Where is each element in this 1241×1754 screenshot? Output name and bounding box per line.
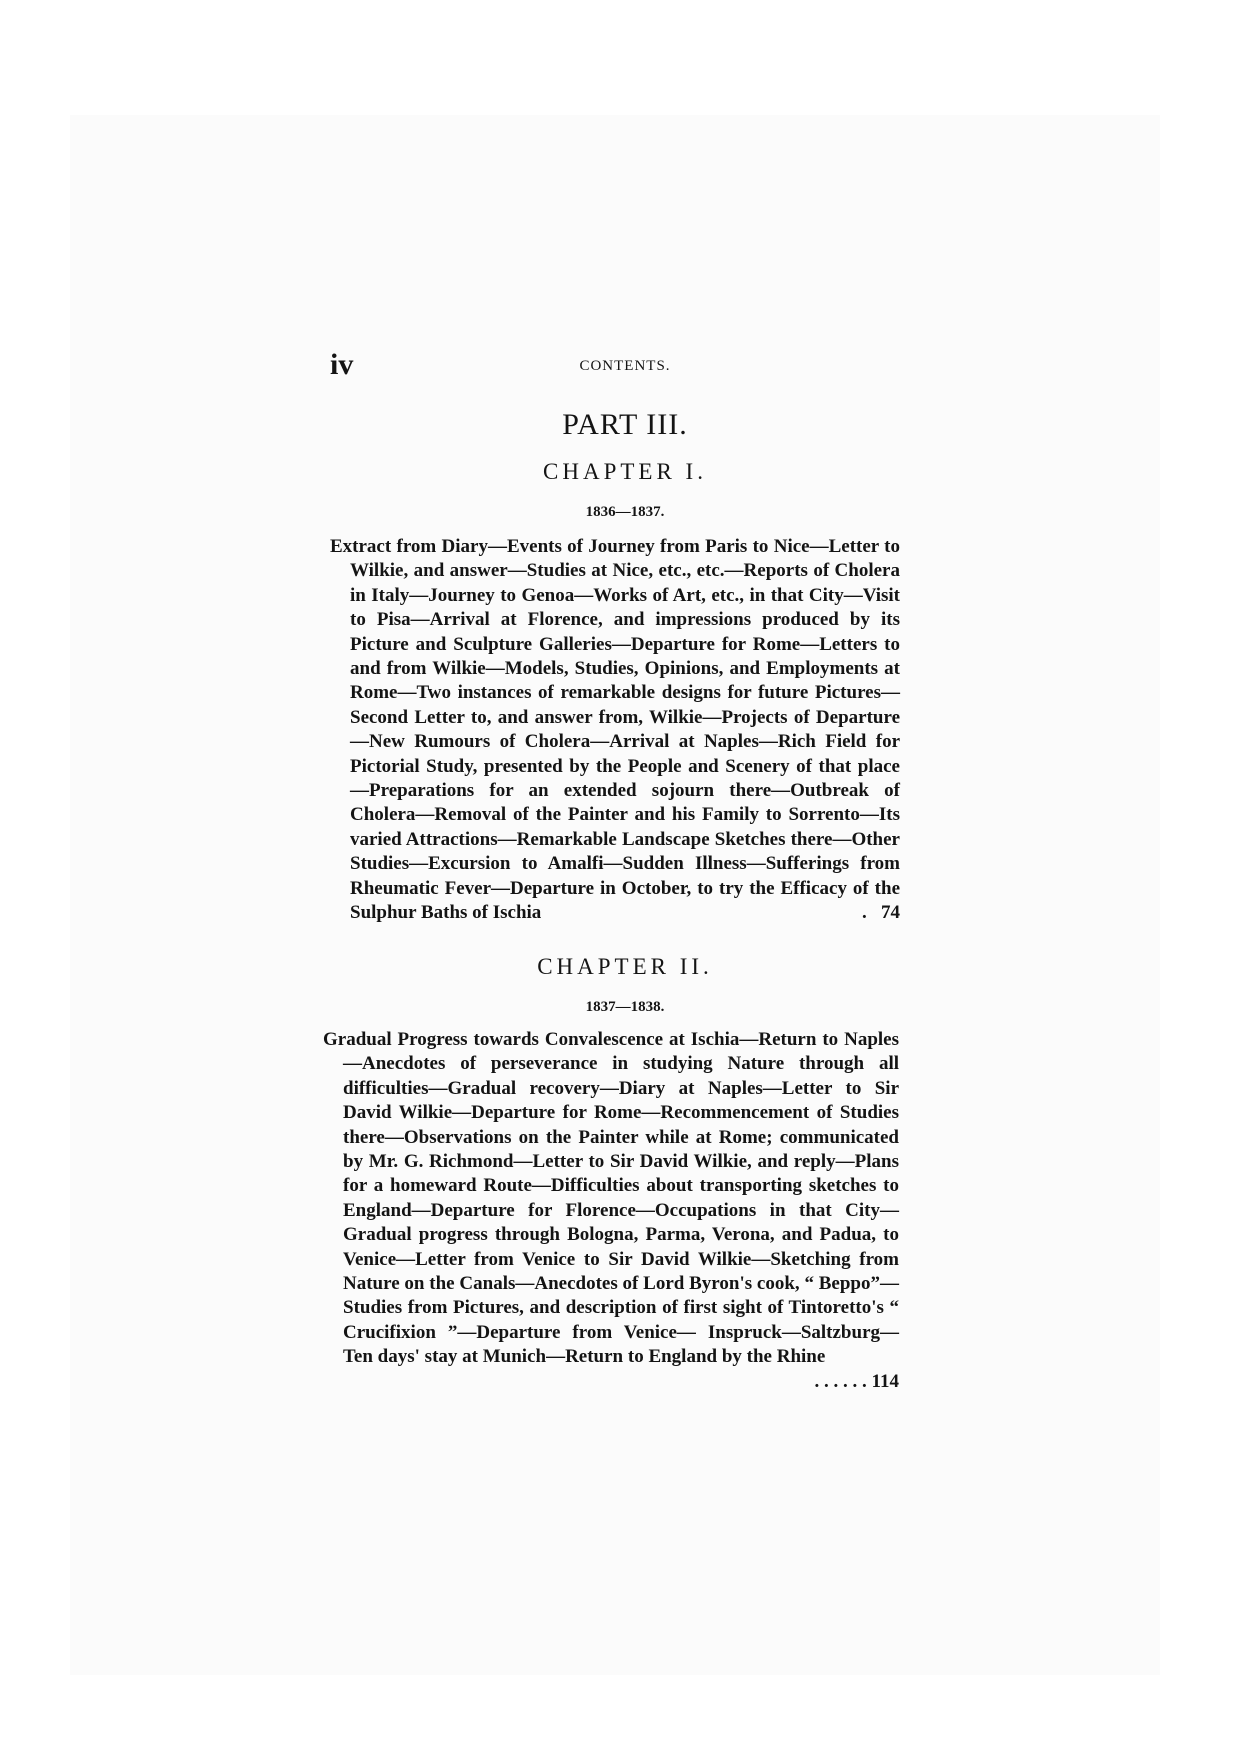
chapter-1-page-ref: 74 <box>881 902 900 924</box>
chapter-1-title: CHAPTER I. <box>543 459 707 484</box>
chapter-1-leader: . <box>862 902 867 924</box>
chapter-2-leader: . . . . . . <box>814 1370 867 1392</box>
chapter-1-years: 1836—1837. <box>585 504 665 520</box>
chapter-2-summary-text: Gradual Progress towards Convalescence at Ischia—Return to Naples—Anecdotes of perseverance in studying Nature through all difficulties—Gradual recovery—Diary at Naples—Letter to Sir David Wilkie—Departure for Rome—Recommencement of Studies there—Observations on the Painter while at Rome; communicated by Mr. G. Richmond—Letter to Sir David Wilkie, and reply—Plans for a homeward Route—Difficulties about transporting sketches to England—Departure for Florence—Occupations in that City—Gradual progress through Bologna, Parma, Verona, and Padua, to Venice—Letter from Venice to Sir David Wilkie—Sketching from Nature on the Canals—Anecdotes of Lord Byron's cook, “ Beppo”—Studies from Pictures, and description of first sight of Tintoretto's “ Crucifixion ”—Departure from Venice— Inspruck—Saltzburg—Ten days' stay at Munich—Return to England by the Rhine <box>323 1029 899 1368</box>
part-title: PART III. <box>562 408 688 441</box>
chapter-2-title: CHAPTER II. <box>537 954 713 979</box>
chapter-1-summary-text: Extract from Diary—Events of Journey from Paris to Nice—Letter to Wilkie, and answer—Studies at Nice, etc., etc.—Reports of Cholera in Italy—Journey to Genoa—Works of Art, etc., in that City—Visit to Pisa—Arrival at Florence, and impressions produced by its Picture and Sculpture Galleries—Departure for Rome—Letters to and from Wilkie—Models, Studies, Opinions, and Employments at Rome—Two instances of remarkable designs for future Pictures—Second Letter to, and answer from, Wilkie—Projects of Departure—New Rumours of Cholera—Arrival at Naples—Rich Field for Pictorial Study, presented by the People and Scenery of that place—Preparations for an extended sojourn there—Outbreak of Cholera—Removal of the Painter and his Family to Sorrento—Its varied Attractions—Remarkable Landscape Sketches there—Other Studies—Excursion to Amalfi—Sudden Illness—Sufferings from Rheumatic Fever—Departure in October, to try the Efficacy of the Sulphur Baths of Ischia <box>330 536 900 924</box>
chapter-2-page-ref-group <box>815 1370 899 1394</box>
chapter-1-summary <box>330 535 900 926</box>
page-number: iv <box>330 348 354 381</box>
chapter-1-page-ref-group <box>862 901 900 925</box>
running-head <box>330 350 920 380</box>
chapter-2-page-ref: 114 <box>871 1370 899 1392</box>
chapter-2-summary <box>323 1028 899 1394</box>
chapter-2-years: 1837—1838. <box>585 999 665 1015</box>
running-title: CONTENTS. <box>579 358 671 374</box>
